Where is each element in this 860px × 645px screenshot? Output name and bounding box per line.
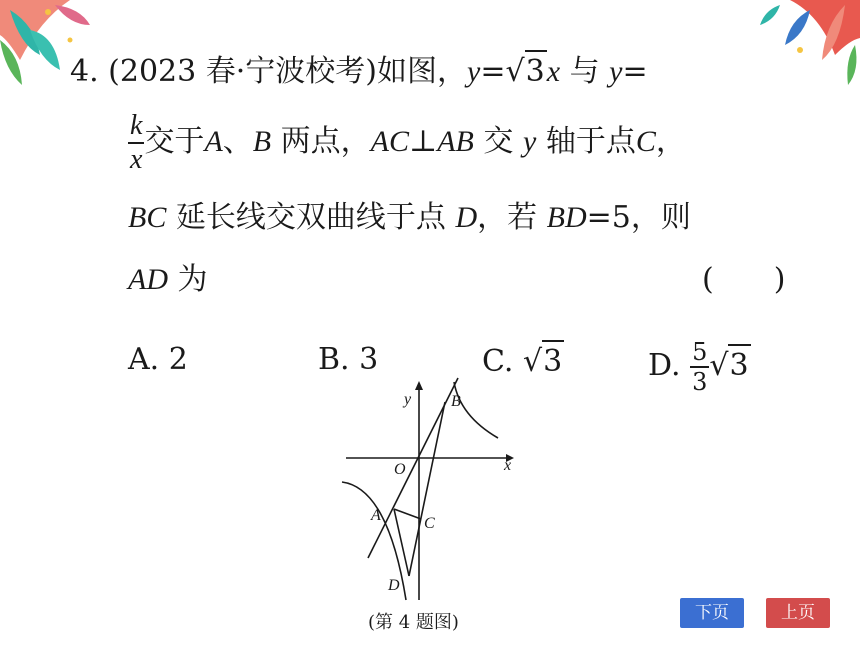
label-C: C — [424, 515, 435, 532]
segment-AC — [394, 509, 421, 519]
option-d: D. $\frac{5}{3}$ √3 — [648, 338, 749, 396]
answer-parentheses: ( ) — [702, 262, 786, 297]
question-line-2: $\frac{k}{x}$ 交于A、B 两点，AC⊥AB 交 y 轴于点C， — [130, 110, 686, 175]
option-b: B. 3 — [318, 342, 379, 377]
label-y: y — [404, 391, 412, 408]
fraction-5-over-3: $\frac{5}{3}$ — [692, 338, 708, 396]
fraction-k-over-x: $\frac{k}{x}$ — [130, 110, 143, 175]
decorative-leaves-right — [750, 0, 860, 90]
question-source: (2023 春·宁波校考) — [108, 54, 377, 89]
label-D: D — [388, 577, 400, 594]
sqrt-symbol: √3 — [505, 50, 546, 92]
option-c: C. √3 — [482, 340, 564, 382]
question-line-1: 4. (2023 春·宁波校考)如图，y=√3x 与 y= — [70, 50, 648, 92]
previous-page-button[interactable]: 上页 — [766, 598, 830, 628]
sqrt-symbol: √3 — [523, 340, 564, 382]
geometry-figure — [338, 376, 528, 606]
segment-BD — [409, 402, 445, 576]
option-a: A. 2 — [128, 342, 188, 377]
segment-AD — [394, 509, 409, 576]
hyperbola-branch-upper — [454, 382, 498, 438]
sqrt-symbol: √3 — [709, 344, 750, 386]
question-line-4: AD 为 — [128, 262, 208, 297]
next-page-button[interactable]: 下页 — [680, 598, 744, 628]
label-A: A — [371, 507, 381, 524]
y-axis-arrow — [415, 381, 423, 390]
label-B: B — [451, 393, 461, 410]
question-number: 4. — [70, 54, 99, 89]
label-O: O — [394, 461, 406, 478]
question-line-3: BC 延长线交双曲线于点 D，若 BD=5，则 — [128, 200, 691, 235]
figure-caption: (第 4 题图) — [368, 612, 459, 633]
label-x: x — [504, 457, 512, 474]
